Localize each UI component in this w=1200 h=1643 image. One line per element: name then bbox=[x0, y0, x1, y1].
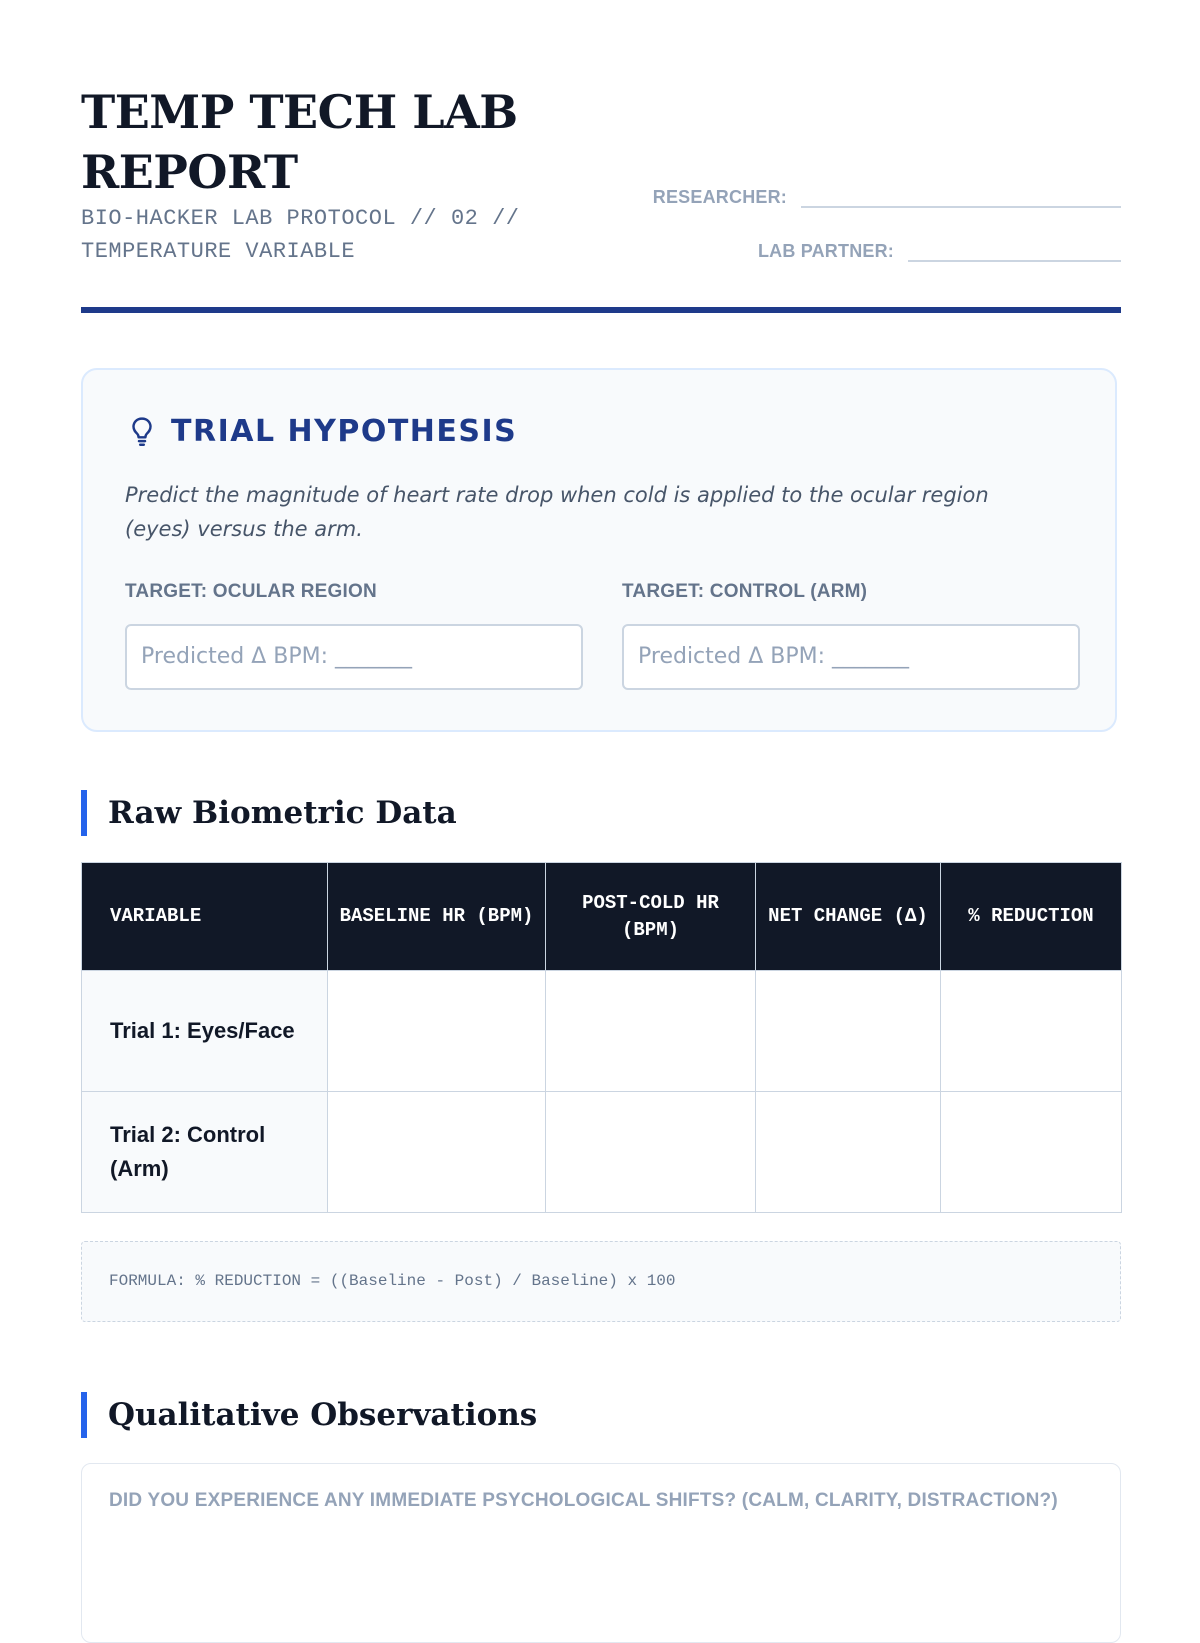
percent-reduction-cell[interactable] bbox=[941, 1092, 1122, 1213]
percent-reduction-cell[interactable] bbox=[941, 971, 1122, 1092]
table-row bbox=[82, 1092, 1122, 1213]
row-label: Trial 2: Control (Arm) bbox=[82, 1092, 328, 1213]
section-accent-bar bbox=[81, 790, 87, 836]
hypothesis-text: Predict the magnitude of heart rate drop when cold is applied to the ocular region (eyes) versus the arm. bbox=[125, 483, 989, 541]
researcher-input-line[interactable] bbox=[801, 178, 1121, 208]
observations-prompt: DID YOU EXPERIENCE ANY IMMEDIATE PSYCHOLOGICAL SHIFTS? (CALM, CLARITY, DISTRACTION?) bbox=[109, 1490, 1058, 1511]
table-header-row bbox=[82, 863, 1122, 971]
lab-report-page bbox=[81, 0, 1121, 1511]
hypothesis-title: TRIAL HYPOTHESIS bbox=[171, 414, 518, 449]
column-header: BASELINE HR (BPM) bbox=[328, 863, 546, 971]
page-title: TEMP TECH LAB REPORT bbox=[81, 85, 518, 199]
researcher-field bbox=[653, 178, 1121, 208]
row-label: Trial 1: Eyes/Face bbox=[82, 971, 328, 1092]
ocular-prediction-input[interactable]: Predicted Δ BPM: _______ bbox=[125, 624, 583, 690]
researcher-label: RESEARCHER: bbox=[652, 187, 787, 207]
post-cold-hr-cell[interactable] bbox=[546, 1092, 756, 1213]
header-divider bbox=[81, 307, 1121, 313]
lab-partner-input-line[interactable] bbox=[908, 232, 1121, 262]
biometric-data-table bbox=[81, 862, 1122, 1213]
target-control-arm bbox=[622, 580, 1080, 690]
formula-note: FORMULA: % REDUCTION = ((Baseline - Post) / Baseline) x 100 bbox=[81, 1241, 1121, 1322]
target-ocular-label: TARGET: OCULAR REGION bbox=[125, 581, 377, 602]
observations-text-area[interactable] bbox=[81, 1463, 1121, 1643]
net-change-cell[interactable] bbox=[756, 971, 941, 1092]
column-header: % REDUCTION bbox=[941, 863, 1122, 971]
baseline-hr-cell[interactable] bbox=[328, 971, 546, 1092]
target-control-label: TARGET: CONTROL (ARM) bbox=[622, 581, 868, 602]
protocol-subtitle: BIO-HACKER LAB PROTOCOL // 02 // TEMPERATURE VARIABLE bbox=[81, 206, 520, 264]
section-accent-bar bbox=[81, 1392, 87, 1438]
lab-partner-field bbox=[758, 232, 1121, 262]
net-change-cell[interactable] bbox=[756, 1092, 941, 1213]
baseline-hr-cell[interactable] bbox=[328, 1092, 546, 1213]
control-prediction-input[interactable]: Predicted Δ BPM: _______ bbox=[622, 624, 1080, 690]
raw-data-section-title bbox=[81, 790, 457, 836]
post-cold-hr-cell[interactable] bbox=[546, 971, 756, 1092]
observations-section-title bbox=[81, 1392, 537, 1438]
table-row bbox=[82, 971, 1122, 1092]
observations-heading: Qualitative Observations bbox=[108, 1397, 538, 1433]
lab-partner-label: LAB PARTNER: bbox=[757, 241, 894, 261]
column-header: NET CHANGE (Δ) bbox=[756, 863, 941, 971]
lightbulb-icon bbox=[127, 415, 157, 449]
hypothesis-header bbox=[127, 414, 517, 449]
target-ocular bbox=[125, 580, 583, 690]
hypothesis-card bbox=[81, 368, 1117, 732]
column-header: POST-COLD HR (BPM) bbox=[546, 863, 756, 971]
raw-data-heading: Raw Biometric Data bbox=[108, 795, 457, 831]
column-header: VARIABLE bbox=[82, 863, 328, 971]
report-header bbox=[81, 0, 1121, 315]
